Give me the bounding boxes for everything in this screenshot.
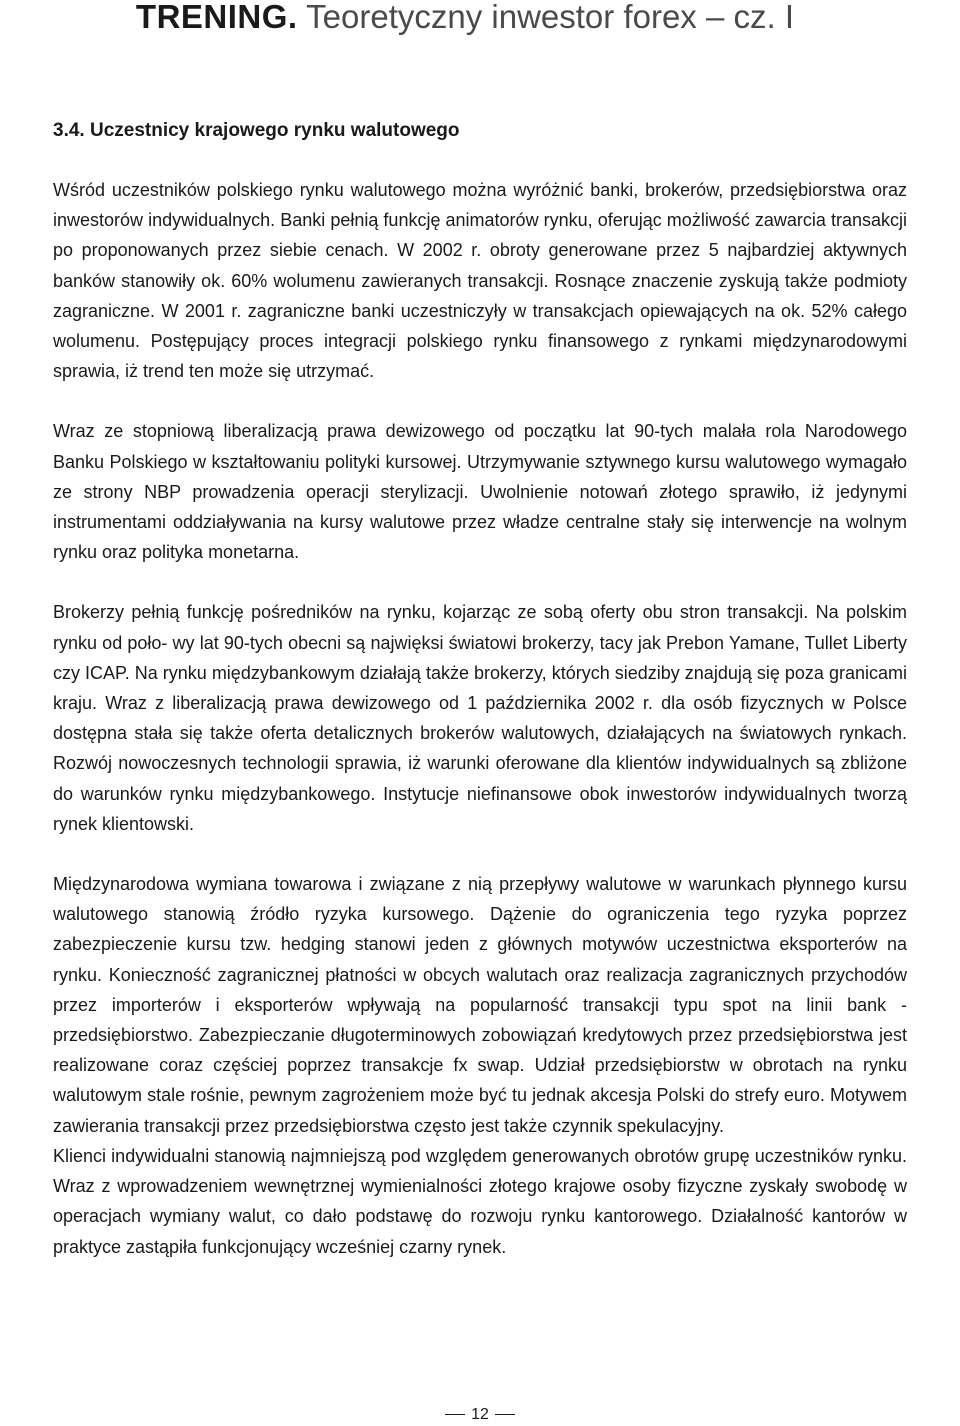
paragraph-individual-clients: Klienci indywidualni stanowią najmniejszą pod względem generowanych obrotów grupę uczestników rynku. Wraz z wprowadzeniem wewnętrznej wymienialności złotego krajowe osoby fizyczne zyskały swobodę w operacjach wymiany walut, co dało podstawę do rozwoju rynku kantorowego. Działalność kantorów w praktyce zastąpiła funkcjonujący wcześniej czarny rynek. — [53, 1145, 907, 1257]
article-body — [53, 175, 907, 1262]
page-header — [136, 0, 794, 40]
footer-dash-left — [445, 1414, 465, 1415]
footer-dash-right — [495, 1414, 515, 1415]
paragraph-brokers: Brokerzy pełnią funkcję pośredników na rynku, kojarząc ze sobą oferty obu stron transakcji. Na polskim rynku od poło- wy lat 90-tych obecni są najwięksi światowi brokerzy, tacy jak Prebon Yamane, Tullet Liberty czy ICAP. Na rynku międzybankowym działają także brokerzy, których siedziby znajdują się poza granicami kraju. Wraz z liberalizacją prawa dewizowego od 1 października 2002 r. dla osób fizycznych w Polsce dostępna stała się także oferta detalicznych brokerów walutowych, działających na światowych rynkach. Rozwój nowoczesnych technologii sprawia, iż warunki oferowane dla klientów indywidualnych są zbliżone do warunków rynku międzybankowego. Instytucje niefinansowe obok inwestorów indywidualnych tworzą rynek klientowski. — [53, 602, 907, 834]
paragraph-nbp: Wraz ze stopniową liberalizacją prawa dewizowego od początku lat 90-tych malała rola Narodowego Banku Polskiego w kształtowaniu polityki kursowej. Utrzymywanie sztywnego kursu walutowego wymagało ze strony NBP prowadzenia operacji sterylizacji. Uwolnienie notowań złotego sprawiło, iż jedynymi instrumentami oddziaływania na kursy walutowe przez władze centralne stały się interwencje na wolnym rynku oraz polityka monetarna. — [53, 421, 907, 563]
page-footer — [0, 1405, 960, 1425]
paragraph-trade: Międzynarodowa wymiana towarowa i związane z nią przepływy walutowe w warunkach płynnego kursu walutowego stanowią źródło ryzyka kursowego. Dążenie do ograniczenia tego ryzyka poprzez zabezpieczenie kursu tzw. hedging stanowi jeden z głównych motywów uczestnictwa eksporterów na rynku. Konieczność zagranicznej płatności w obcych walutach oraz realizacja zagranicznych przychodów przez importerów i eksporterów wpływają na popularność transakcji typu spot na linii bank - przedsiębiorstwo. Zabezpieczanie długoterminowych zobowiązań kredytowych przez przedsiębiorstwa jest realizowane coraz częściej poprzez transakcje fx swap. Udział przedsiębiorstw w obrotach na rynku walutowym stale rośnie, pewnym zagrożeniem może być tu jednak akcesja Polski do strefy euro. Motywem zawierania transakcji przez przedsiębiorstwa często jest także czynnik spekulacyjny. — [53, 874, 907, 1136]
header-title-rest: Teoretyczny inwestor forex – cz. I — [297, 0, 794, 35]
section-heading: 3.4. Uczestnicy krajowego rynku walutowego — [53, 120, 460, 141]
header-title-bold: TRENING. — [135, 0, 298, 35]
page-number: 12 — [471, 1406, 489, 1423]
paragraph-participants: Wśród uczestników polskiego rynku walutowego można wyróżnić banki, brokerów, przedsiębiorstwa oraz inwestorów indywidualnych. Banki pełnią funkcję animatorów rynku, oferując możliwość zawarcia transakcji po proponowanych przez siebie cenach. W 2002 r. obroty generowane przez 5 najbardziej aktywnych banków stanowiły ok. 60% wolumenu zawieranych transakcji. Rosnące znaczenie zyskują także podmioty zagraniczne. W 2001 r. zagraniczne banki uczestniczyły w transakcjach opiewających na ok. 52% całego wolumenu. Postępujący proces integracji polskiego rynku finansowego z rynkami międzynarodowymi sprawia, iż trend ten może się utrzymać. — [53, 180, 907, 382]
